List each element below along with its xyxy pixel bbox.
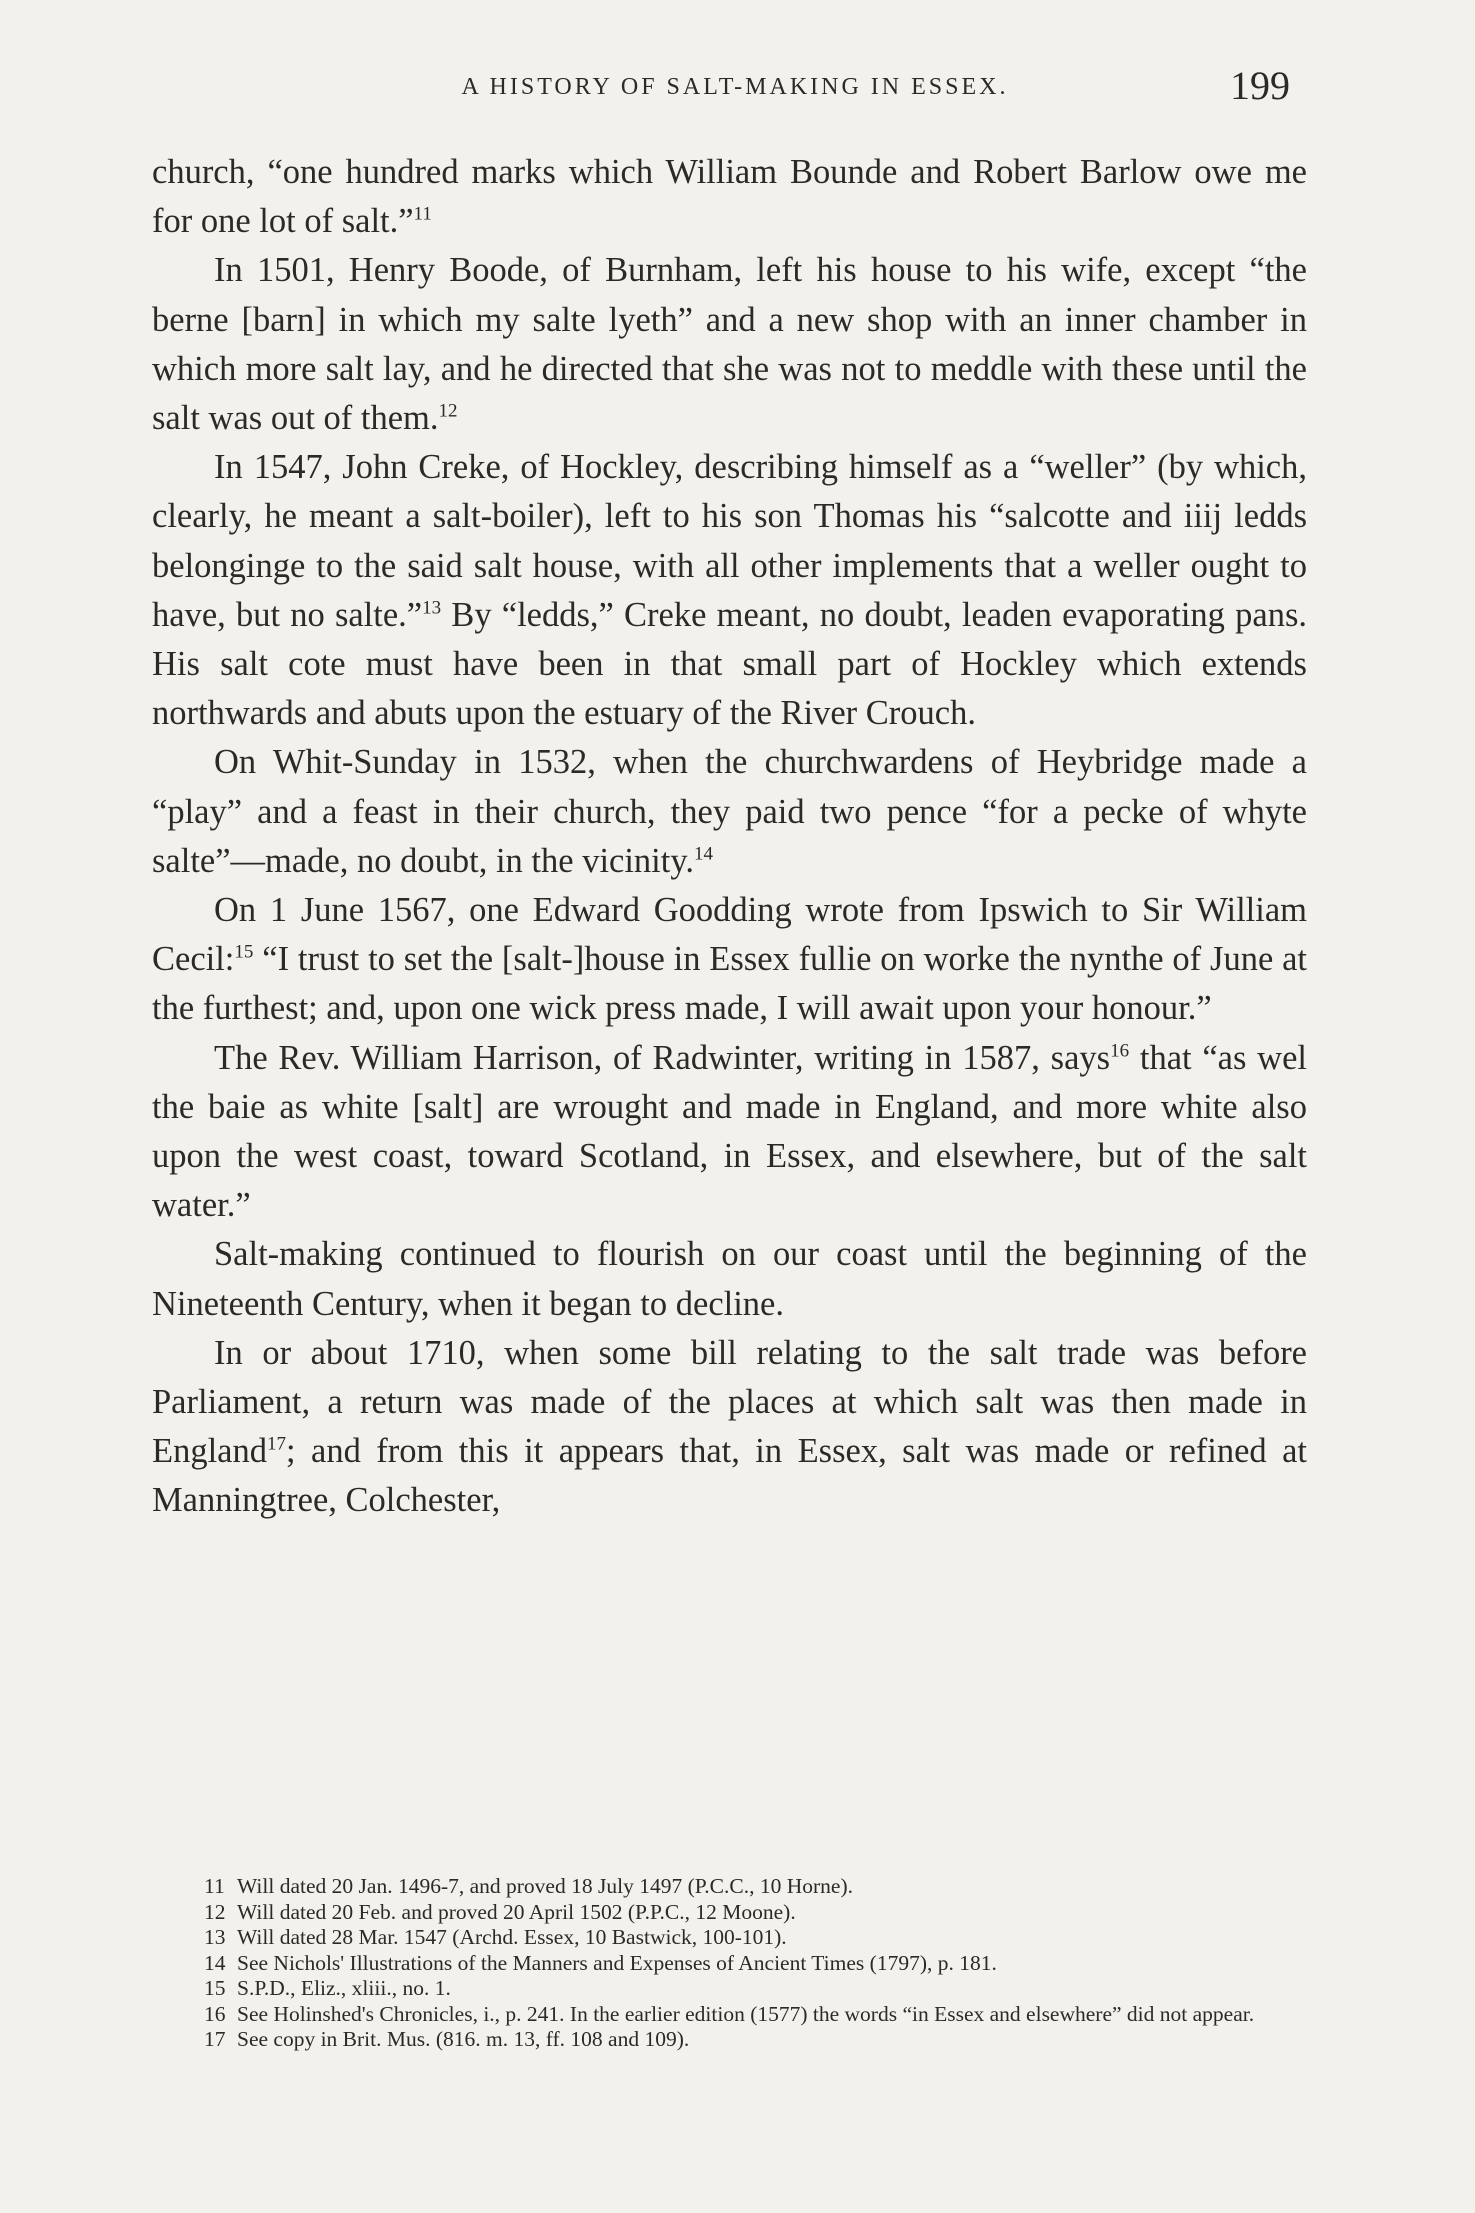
footnote-reference[interactable]: 17 xyxy=(266,1433,286,1455)
footnote xyxy=(152,2027,1307,2053)
paragraph-text: In 1547, John Creke, of Hockley, describing himself as a “weller” (by which, clearly, he meant a salt-boiler), left to his son Thomas his “salcotte and iiij ledds belonginge to the said salt house, with all other implements that a weller ought to have, but no salte.” xyxy=(152,448,1307,634)
footnote-reference[interactable]: 16 xyxy=(1110,1040,1130,1062)
footnote-text: Will dated 20 Feb. and proved 20 April 1502 (P.P.C., 12 Moone). xyxy=(237,1899,796,1924)
footnote-text: See Holinshed's Chronicles, i., p. 241. In the earlier edition (1577) the words “in Essex and elsewhere” did not appear. xyxy=(237,2001,1255,2026)
footnote-text: See Nichols' Illustrations of the Manners and Expenses of Ancient Times (1797), p. 181. xyxy=(237,1950,997,1975)
paragraph-text: On 1 June 1567, one Edward Goodding wrote from Ipswich to Sir William Cecil: xyxy=(152,891,1307,979)
body-paragraph xyxy=(152,246,1307,443)
footnote xyxy=(152,1951,1307,1977)
footnote-number: 17 xyxy=(204,2027,226,2051)
footnote-text: See copy in Brit. Mus. (816. m. 13, ff. 108 and 109). xyxy=(237,2027,690,2051)
footnote-reference[interactable]: 15 xyxy=(234,941,254,963)
running-head xyxy=(150,62,1320,122)
paragraph-text: church, “one hundred marks which William Bounde and Robert Barlow owe me for one lot of salt.” xyxy=(152,153,1307,241)
footnote-number: 12 xyxy=(204,1899,226,1924)
footnote-number: 13 xyxy=(204,1925,226,1949)
footnote-reference[interactable]: 13 xyxy=(422,597,442,619)
running-title: A HISTORY OF SALT-MAKING IN ESSEX. xyxy=(461,74,1009,100)
paragraph-text: that “as wel the baie as white [salt] are wrought and made in England, and more white also upon the west coast, toward Scotland, in Essex, and elsewhere, but of the salt water.” xyxy=(152,1038,1307,1225)
footnote-number: 16 xyxy=(204,2001,226,2026)
body-text xyxy=(152,148,1307,1526)
paragraph-text: The Rev. William Harrison, of Radwinter, writing in 1587, says xyxy=(214,1038,1111,1077)
body-paragraph xyxy=(152,148,1307,246)
body-paragraph xyxy=(152,443,1307,738)
paragraph-text: Salt-making continued to flourish on our coast until the beginning of the Nineteenth Century, when it began to decline. xyxy=(152,1235,1307,1323)
page-number: 199 xyxy=(1230,63,1290,108)
footnote-reference[interactable]: 12 xyxy=(438,400,458,422)
footnote-text: Will dated 28 Mar. 1547 (Archd. Essex, 10 Bastwick, 100-101). xyxy=(237,1925,787,1949)
footnote-number: 11 xyxy=(204,1874,225,1898)
footnote xyxy=(152,1874,1307,1900)
footnote-reference[interactable]: 11 xyxy=(413,203,432,225)
footnote xyxy=(152,2002,1307,2028)
footnote-text: S.P.D., Eliz., xliii., no. 1. xyxy=(237,1976,451,2000)
body-paragraph xyxy=(152,1329,1307,1526)
footnote-reference[interactable]: 14 xyxy=(693,843,713,865)
body-paragraph xyxy=(152,1230,1307,1328)
body-paragraph xyxy=(152,1034,1307,1231)
paragraph-text: On Whit-Sunday in 1532, when the churchwardens of Heybridge made a “play” and a feast in their church, they paid two pence “for a pecke of whyte salte”—made, no doubt, in the vicinity. xyxy=(152,743,1307,880)
paragraph-text: ; and from this it appears that, in Essex, salt was made or refined at Manningtree, Colchester, xyxy=(152,1432,1307,1520)
body-paragraph xyxy=(152,738,1307,886)
footnote-number: 15 xyxy=(204,1976,226,2000)
paragraph-text: By “ledds,” Creke meant, no doubt, leaden evaporating pans. His salt cote must have been in that small part of Hockley which extends northwards and abuts upon the estuary of the River Crouch. xyxy=(152,595,1308,733)
body-paragraph xyxy=(152,886,1307,1034)
footnote xyxy=(152,1925,1307,1951)
footnote xyxy=(152,1976,1307,2002)
footnote-text: Will dated 20 Jan. 1496-7, and proved 18 July 1497 (P.C.C., 10 Horne). xyxy=(237,1874,853,1898)
footnotes xyxy=(152,1874,1307,2053)
paragraph-text: In 1501, Henry Boode, of Burnham, left his house to his wife, except “the berne [barn] in which my salte lyeth” and a new shop with an inner chamber in which more salt lay, and he directed that she was not to meddle with these until the salt was out of them. xyxy=(152,251,1307,438)
paragraph-text: In or about 1710, when some bill relating to the salt trade was before Parliament, a return was made of the places at which salt was then made in England xyxy=(152,1333,1307,1471)
footnote-number: 14 xyxy=(204,1950,226,1975)
paragraph-text: “I trust to set the [salt-]house in Essex fullie on worke the nynthe of June at the furthest; and, upon one wick press made, I will await upon your honour.” xyxy=(152,940,1307,1028)
footnote xyxy=(152,1900,1307,1926)
